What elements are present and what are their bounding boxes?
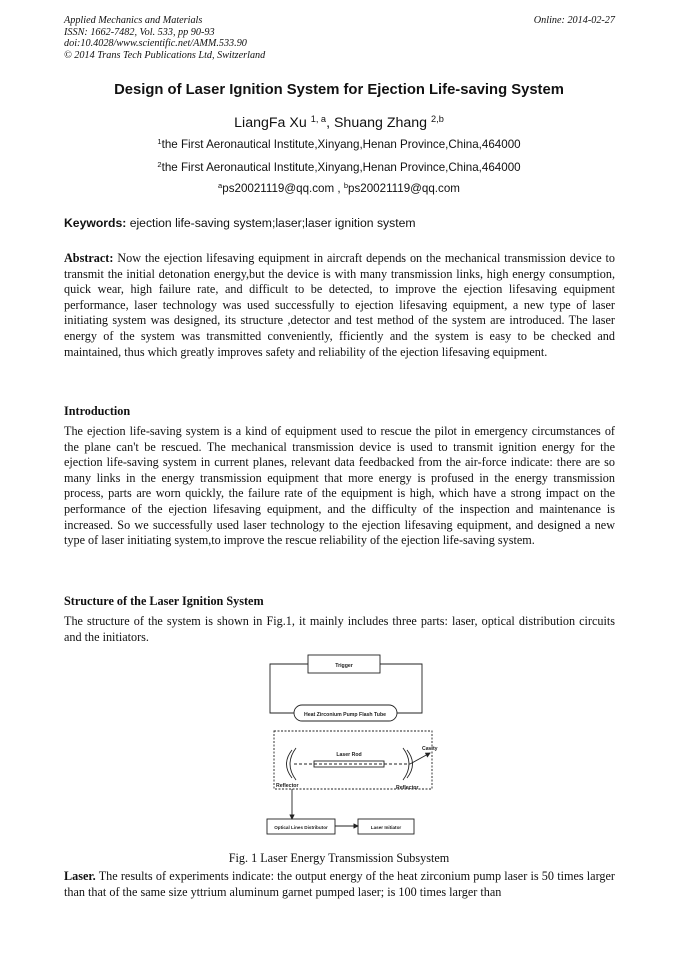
label-initiator: Laser Initiator bbox=[370, 825, 402, 830]
journal-name: Applied Mechanics and Materials bbox=[64, 15, 203, 26]
email-marker: a bbox=[218, 180, 223, 190]
figure-caption: Fig. 1 Laser Energy Transmission Subsystem bbox=[228, 851, 450, 865]
author-superscript: 2,b bbox=[431, 113, 444, 124]
journal-header bbox=[64, 15, 265, 61]
structure-text: The structure of the system is shown in Fig.1, it mainly includes three parts: laser, optical distribution circuits and the initiators. bbox=[64, 614, 615, 644]
email-address: ps20021119@qq.com bbox=[348, 182, 460, 195]
online-date: Online: 2014-02-27 bbox=[533, 15, 615, 26]
affiliation-1 bbox=[0, 138, 678, 151]
affiliation-marker: 1 bbox=[157, 136, 162, 146]
structure-heading: Structure of the Laser Ignition System bbox=[64, 594, 264, 608]
introduction-heading: Introduction bbox=[64, 404, 131, 418]
author-name: Shuang Zhang bbox=[333, 115, 428, 131]
abstract-label: Abstract: bbox=[64, 251, 114, 265]
affiliation-text: the First Aeronautical Institute,Xinyang,Henan Province,China,464000 bbox=[161, 138, 521, 151]
keywords-text: ejection life-saving system;laser;laser ignition system bbox=[126, 216, 416, 230]
laser-energy-diagram bbox=[262, 653, 438, 841]
email-line bbox=[0, 182, 678, 195]
issn-line: ISSN: 1662-7482, Vol. 533, pp 90-93 bbox=[64, 26, 215, 38]
label-laser-rod: Laser Rod bbox=[336, 752, 362, 758]
label-cavity: Cavity bbox=[422, 746, 438, 752]
paper-title: Design of Laser Ignition System for Ejection Life-saving System bbox=[114, 82, 564, 98]
label-reflector-left: Reflector bbox=[276, 783, 299, 789]
abstract-text: Now the ejection lifesaving equipment in aircraft depends on the mechanical transmission device to transmit the initial detonation energy,but the device is with many transmission links, high energy consumption, quick wear, high failure rate, and difficult to be detected, to improve the ejection lifesaving equipment performance, laser technology was used successfully to ejection lifesaving equipment, a new type of laser initiating system was designed, its structure ,detector and test method of the system are introduced. The laser energy of the system was transmitted conveniently, fficiently and the system is easy to be checked and maintained, thus which greatly improves safety and reliability of the ejection lifesaving equipment. bbox=[64, 251, 615, 359]
copyright-line: © 2014 Trans Tech Publications Ltd, Switzerland bbox=[64, 49, 266, 61]
laser-label: Laser. bbox=[64, 869, 96, 883]
laser-text: The results of experiments indicate: the output energy of the heat zirconium pump laser is 50 times larger than that of the same size yttrium aluminum garnet pumped laser; is 100 times larger than bbox=[64, 869, 615, 899]
label-flash-tube: Heat Zirconium Pump Flash Tube bbox=[303, 712, 387, 718]
laser-section bbox=[64, 869, 615, 900]
affiliation-2 bbox=[0, 161, 678, 174]
keywords bbox=[64, 216, 416, 230]
author-name: LiangFa Xu bbox=[234, 115, 307, 131]
abstract bbox=[64, 251, 615, 360]
affiliation-text: the First Aeronautical Institute,Xinyang,Henan Province,China,464000 bbox=[161, 161, 521, 174]
affiliation-marker: 2 bbox=[157, 159, 162, 169]
keywords-label: Keywords: bbox=[64, 216, 127, 230]
author-line bbox=[0, 115, 678, 131]
label-reflector-right: Reflector bbox=[396, 785, 419, 791]
email-address: ps20021119@qq.com bbox=[222, 182, 335, 195]
introduction-text: The ejection life-saving system is a kind of equipment used to rescue the pilot in emergency circumstances of the plane can't be rescued. The mechanical transmission device is used to transmit ignition energy for the ejection life-saving system in current planes, relevant data feedbacked from the air-force indicate: there are so many links in the energy transmission equipment that more energy is profused in the energy transmission process, parts are worn quickly, the failure rate of the equipment is high, which have a strong impact on the performance of the ejection lifesaving equipment, and the difficulty of the inspection and maintenance is increased. So we successfully used laser technology to the ejection lifesaving equipment, and designed a new type of laser initiating system,to improve the rescue reliability of the ejection life-saving system. bbox=[64, 424, 615, 548]
doi-line: doi:10.4028/www.scientific.net/AMM.533.90 bbox=[64, 38, 247, 50]
email-marker: b bbox=[343, 180, 349, 190]
author-superscript: 1, a bbox=[310, 113, 327, 124]
label-trigger: Trigger bbox=[335, 663, 353, 669]
author-separator: , bbox=[326, 115, 334, 131]
email-separator: , bbox=[334, 182, 344, 195]
label-distributor: Optical Lines Distributor bbox=[274, 825, 328, 830]
